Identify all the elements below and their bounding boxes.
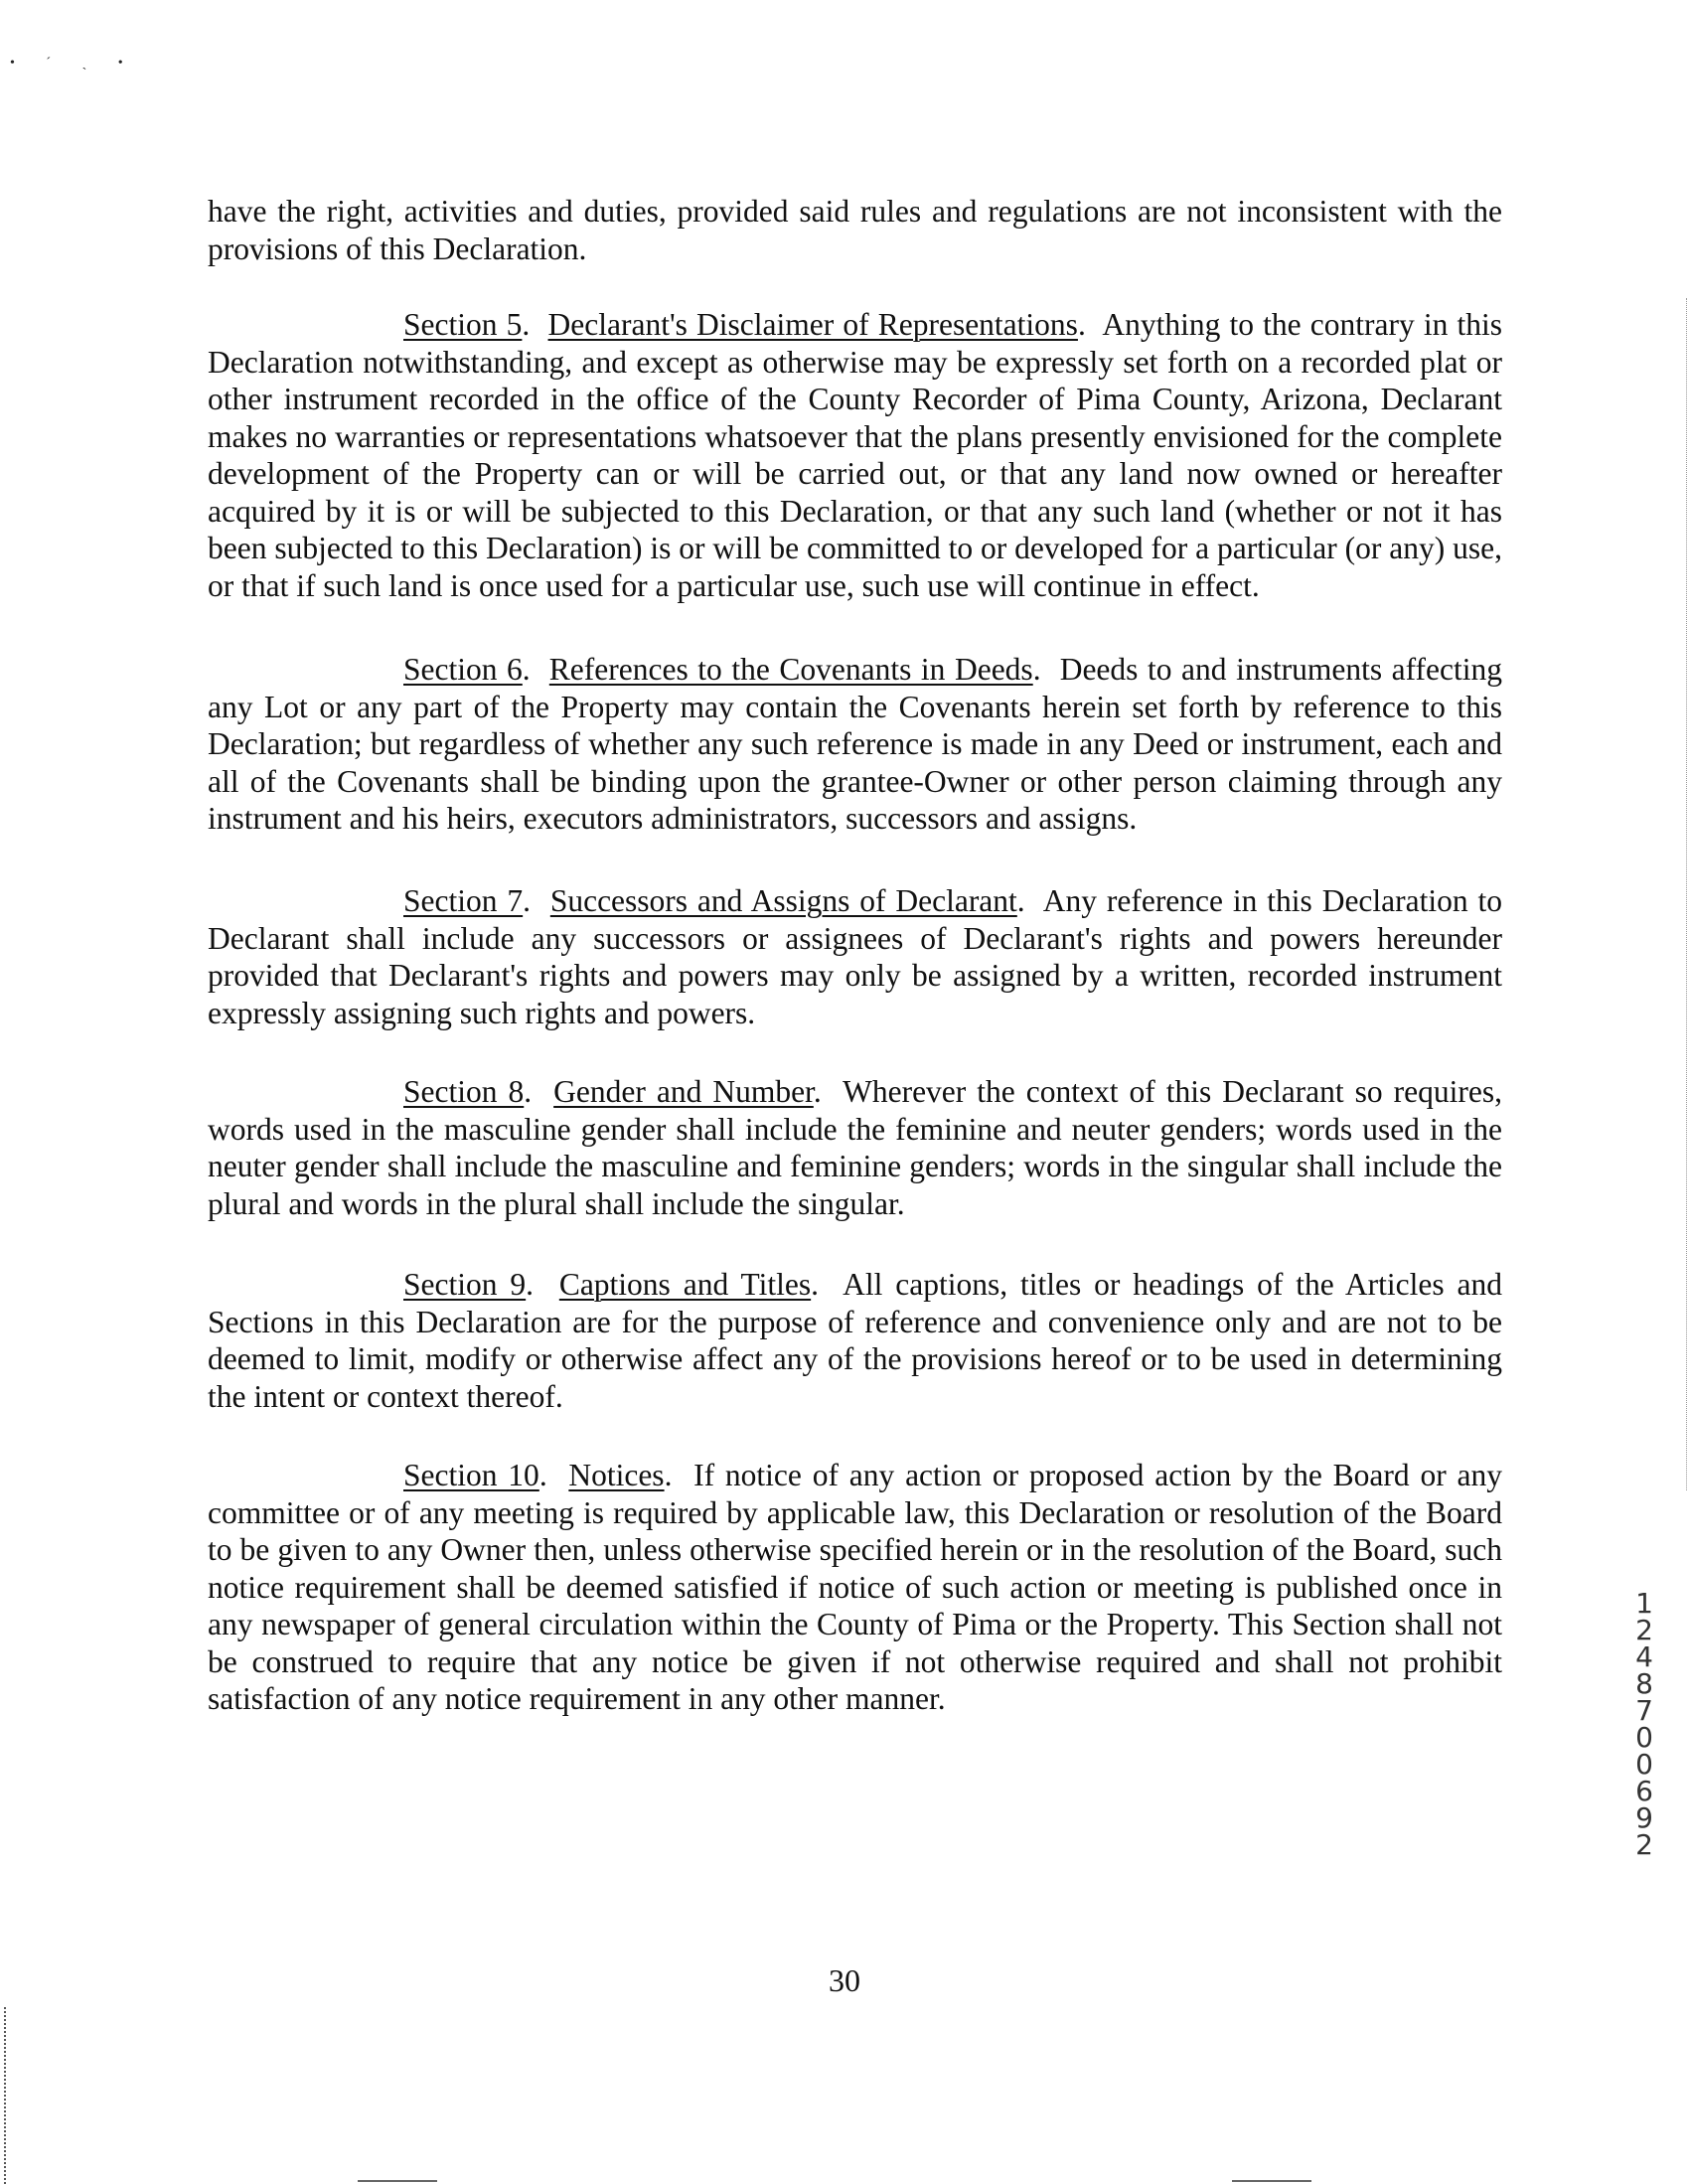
scan-edge-right (1685, 298, 1687, 1490)
section-9-title: Captions and Titles (558, 1267, 812, 1302)
section-6-number: Section 6 (403, 652, 523, 687)
section-5-paragraph: Section 5. Declarant's Disclaimer of Representations. Anything to the contrary in this Declaration notwithstanding, and except as otherwise may be expressly set forth on a recorded plat or other instrument recorded in the office of the County Recorder of Pima County, Arizona, Declarant makes no warranties or representations whatsoever that the plans presently envisioned for the complete development of the Property can or will be carried out, or that any land now owned or hereafter acquired by it is or will be subjected to this Declaration, or that any such land (whether or not it has been subjected to this Declaration) is or will be committed to or developed for a particular (or any) use, or that if such land is once used for a particular use, such use will continue in effect. (208, 307, 1502, 603)
section-10-title: Notices (568, 1458, 665, 1492)
intro-paragraph: have the right, activities and duties, provided said rules and regulations are not inconsistent with the provisions of this Declaration. (208, 194, 1502, 266)
section-7-paragraph: Section 7. Successors and Assigns of Declarant. Any reference in this Declaration to Declarant shall include any successors or assignees of Declarant's rights and powers hereunder provided that Declarant's rights and powers may only be assigned by a written, recorded instrument expressly assigning such rights and powers. (208, 883, 1503, 1030)
scan-edge-bottom (358, 2179, 437, 2182)
section-5-number: Section 5 (403, 307, 523, 342)
section-5-title: Declarant's Disclaimer of Representations (547, 307, 1078, 342)
section-7-body: Any reference in this Declaration to Declarant shall include any successors or assignees of Declarant's rights and powers hereunder provided that Declarant's rights and powers may only be assigned by a written, recorded instrument expressly assigning such rights and powers. (208, 883, 1503, 1030)
section-9-paragraph: Section 9. Captions and Titles. All captions, titles or headings of the Articles and Sections in this Declaration are for the purpose of reference and convenience only and are not to be deemed to limit, modify or otherwise affect any of the provisions hereof or to be used in determining the intent or context thereof. (208, 1267, 1503, 1414)
section-8-title: Gender and Number (553, 1074, 814, 1109)
section-10-paragraph: Section 10. Notices. If notice of any action or proposed action by the Board or any committee or of any meeting is required by applicable law, this Declaration or resolution of the Board to be given to any Owner then, unless otherwise specified herein or in the resolution of the Board, such notice requirement shall be deemed satisfied if notice of such action or meeting is published once in any newspaper of general circulation within the County of Pima or the Property. This Section shall not be construed to require that any notice be given if not otherwise required and shall not prohibit satisfaction of any notice requirement in any other manner. (208, 1458, 1502, 1716)
scan-edge-bottom-right (1232, 2179, 1311, 2182)
scan-edge-left (4, 2007, 8, 2184)
section-8-number: Section 8 (403, 1074, 525, 1109)
section-9-number: Section 9 (403, 1267, 527, 1302)
section-10-body: If notice of any action or proposed action by the Board or any committee or of any meeting is required by applicable law, this Declaration or resolution of the Board to be given to any Owner then, unless otherwise specified herein or in the resolution of the Board, such notice requirement shall be deemed satisfied if notice of such action or meeting is published once in any newspaper of general circulation within the County of Pima or the Property. This Section shall not be construed to require that any notice be given if not otherwise required and shall not prohibit satisfaction of any notice requirement in any other manner. (208, 1458, 1502, 1716)
section-6-title: References to the Covenants in Deeds (548, 652, 1033, 687)
section-6-body: Deeds to and instruments affecting any Lot or any part of the Property may contain the Covenants herein set forth by reference to this Declaration; but regardless of whether any such reference is made in any Deed or instrument, each and all of the Covenants shall be binding upon the grantee-Owner or other person claiming through any instrument and his heirs, executors administrators, successors and assigns. (208, 652, 1502, 836)
section-10-number: Section 10 (403, 1458, 539, 1492)
section-7-title: Successors and Assigns of Declarant (549, 883, 1017, 918)
section-6-paragraph: Section 6. References to the Covenants in Deeds. Deeds to and instruments affecting any Lot or any part of the Property may contain the Covenants herein set forth by reference to this Declaration; but regardless of whether any such reference is made in any Deed or instrument, each and all of the Covenants shall be binding upon the grantee-Owner or other person claiming through any instrument and his heirs, executors administrators, successors and assigns. (208, 652, 1502, 836)
section-8-body: Wherever the context of this Declarant so requires, words used in the masculine gender shall include the feminine and neuter genders; words used in the neuter gender shall include the masculine and feminine genders; words in the singular shall include the plural and words in the plural shall include the singular. (208, 1074, 1502, 1221)
section-8-paragraph: Section 8. Gender and Number. Wherever the context of this Declarant so requires, words used in the masculine gender shall include the feminine and neuter genders; words used in the neuter gender shall include the masculine and feminine genders; words in the singular shall include the plural and words in the plural shall include the singular. (208, 1074, 1502, 1221)
page-number: 30 (829, 1962, 860, 1998)
scan-marks: • ´ ˎ • (10, 56, 137, 71)
section-9-body: All captions, titles or headings of the Articles and Sections in this Declaration are for the purpose of reference and convenience only and are not to be deemed to limit, modify or otherwise affect any of the provisions hereof or to be used in determining the intent or context thereof. (208, 1267, 1503, 1414)
section-7-number: Section 7 (403, 883, 524, 918)
section-5-body: Anything to the contrary in this Declaration notwithstanding, and except as otherwise may be expressly set forth on a recorded plat or other instrument recorded in the office of the County Recorder of Pima County, Arizona, Declarant makes no warranties or representations whatsoever that the plans presently envisioned for the complete development of the Property can or will be carried out, or that any land now owned or hereafter acquired by it is or will be subjected to this Declaration, or that any such land (whether or not it has been subjected to this Declaration) is or will be committed to or developed for a particular (or any) use, or that if such land is once used for a particular use, such use will continue in effect. (208, 307, 1502, 603)
recording-number: 12487 00692 (1635, 1587, 1662, 1861)
